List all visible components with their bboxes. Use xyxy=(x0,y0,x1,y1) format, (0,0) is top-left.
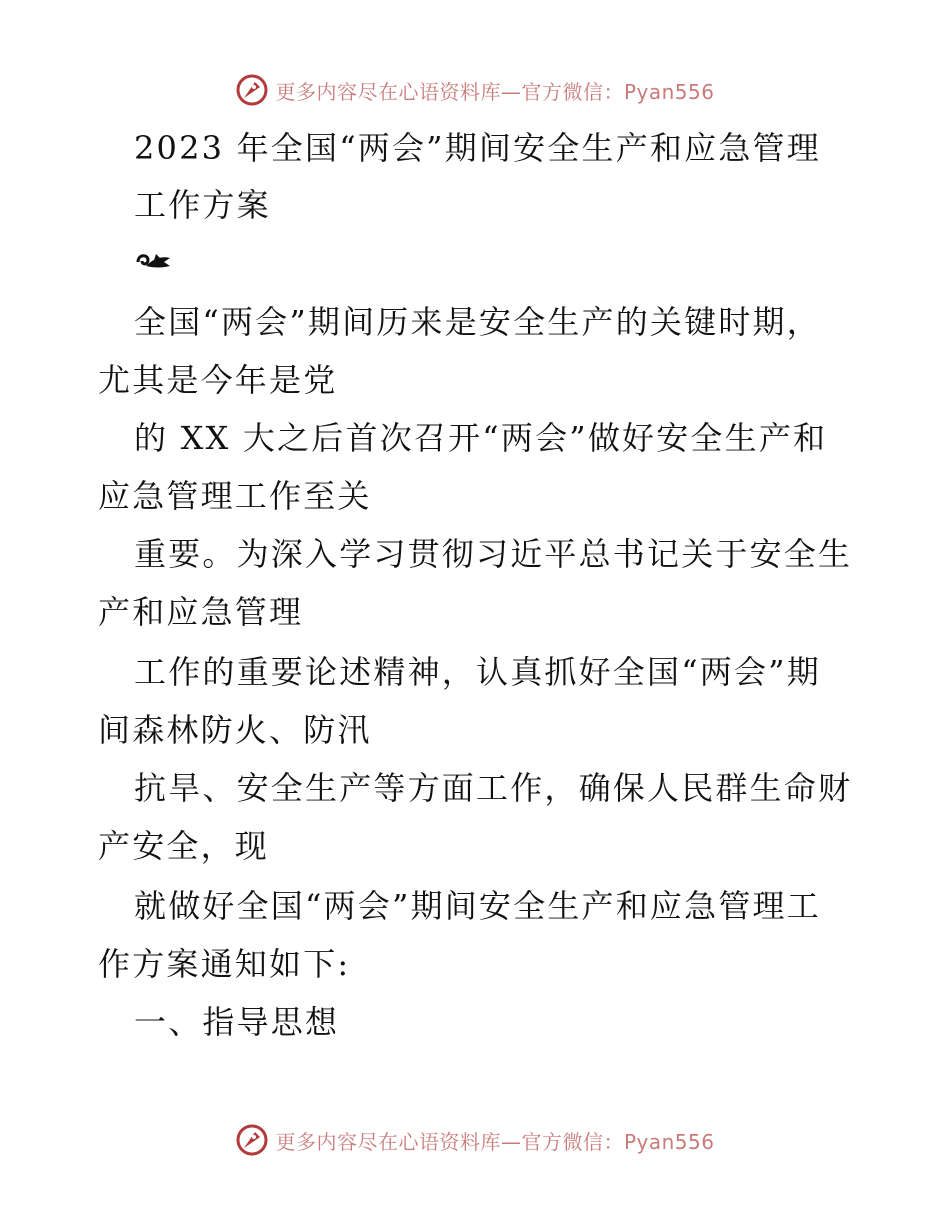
body-line-8: 间森林防火、防汛 xyxy=(98,711,372,749)
section-heading-1: 一、指导思想 xyxy=(134,1003,340,1041)
body-line-5: 重要。为深入学习贯彻习近平总书记关于安全生 xyxy=(134,535,853,573)
body-line-2: 尤其是今年是党 xyxy=(98,361,338,399)
pen-nib-logo-icon xyxy=(235,73,269,107)
document-title-line-1: 2023 年全国“两会”期间安全生产和应急管理 xyxy=(134,129,821,167)
body-line-1: 全国“两会”期间历来是安全生产的关键时期， xyxy=(134,303,821,341)
body-line-7: 工作的重要论述精神，认真抓好全国“两会”期 xyxy=(134,653,821,691)
body-line-3: 的 XX 大之后首次召开“两会”做好安全生产和 xyxy=(134,419,828,457)
watermark-header xyxy=(0,70,950,110)
body-line-12: 作方案通知如下: xyxy=(98,945,351,983)
body-line-11: 就做好全国“两会”期间安全生产和应急管理工 xyxy=(134,887,821,925)
watermark-text: 更多内容尽在心语资料库—官方微信：Pyan556 xyxy=(275,1129,715,1154)
document-title-line-2: 工作方案 xyxy=(134,186,271,224)
body-line-6: 产和应急管理 xyxy=(98,593,304,631)
pen-nib-logo-icon xyxy=(235,1123,269,1157)
watermark-footer xyxy=(0,1120,950,1160)
fleuron-ornament-icon xyxy=(134,248,174,276)
body-line-10: 产安全，现 xyxy=(98,827,270,865)
body-line-9: 抗旱、安全生产等方面工作，确保人民群生命财 xyxy=(134,769,853,807)
body-line-4: 应急管理工作至关 xyxy=(98,477,372,515)
watermark-text: 更多内容尽在心语资料库—官方微信：Pyan556 xyxy=(275,79,715,104)
